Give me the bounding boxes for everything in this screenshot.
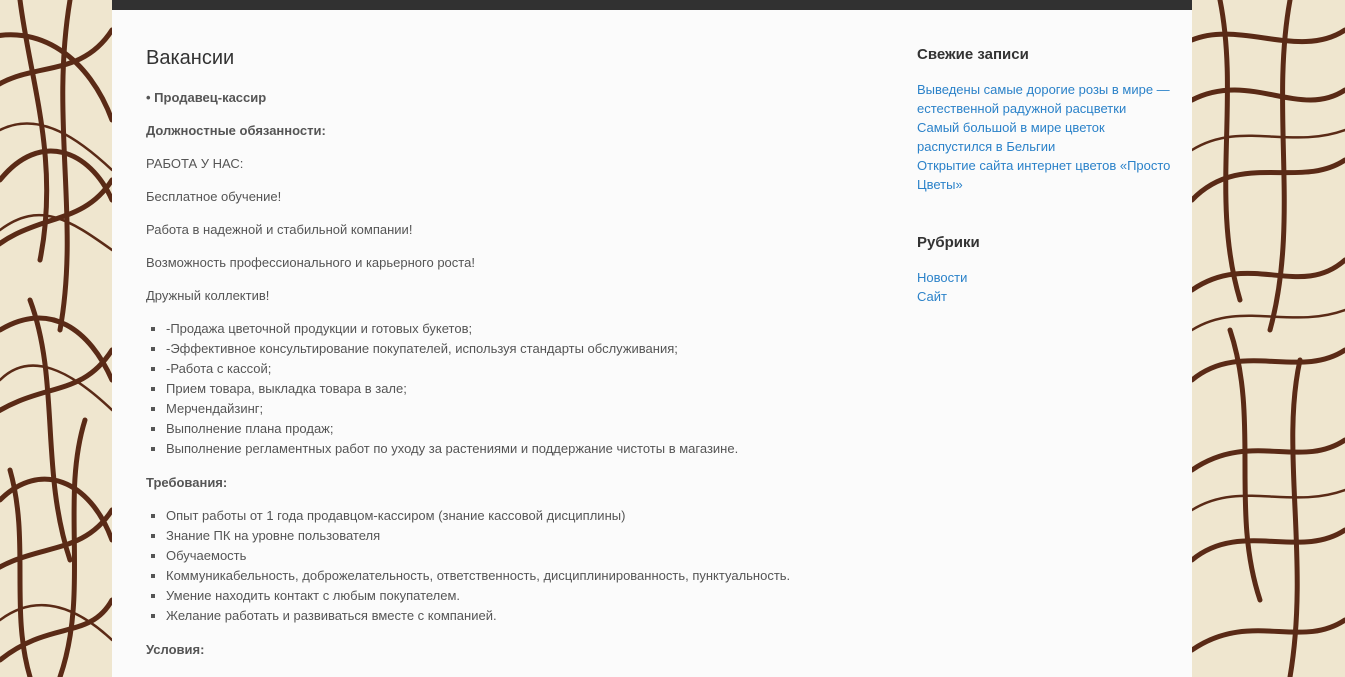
categories-list xyxy=(917,268,1177,306)
category-link-news[interactable]: Новости xyxy=(917,270,968,285)
recent-post-link[interactable]: Открытие сайта интернет цветов «Просто Цветы» xyxy=(917,158,1171,192)
duties-heading: Должностные обязанности: xyxy=(146,123,326,138)
paragraph: Бесплатное обучение! xyxy=(146,189,282,204)
list-item: ▪ -Эффективное консультирование покупателей, используя стандарты обслуживания; xyxy=(166,339,846,359)
list-item: ▪ Обучаемость xyxy=(166,546,846,566)
recent-posts-list xyxy=(917,80,1177,194)
top-navigation-bar xyxy=(112,0,1192,10)
duties-list xyxy=(146,319,846,459)
categories-title: Рубрики xyxy=(917,234,980,251)
page-title: Вакансии xyxy=(146,47,235,69)
list-item xyxy=(917,287,1177,306)
position-title: • Продавец-кассир xyxy=(146,90,267,105)
list-item: ▪ Знание ПК на уровне пользователя xyxy=(166,526,846,546)
paragraph: Возможность профессионального и карьерного роста! xyxy=(146,255,475,270)
list-item xyxy=(917,118,1177,156)
list-item: ▪ -Работа с кассой; xyxy=(166,359,846,379)
list-item: ▪ Опыт работы от 1 года продавцом-кассиром (знание кассовой дисциплины) xyxy=(166,506,846,526)
conditions-heading: Условия: xyxy=(146,642,205,657)
list-item xyxy=(917,156,1177,194)
requirements-heading: Требования: xyxy=(146,475,228,490)
list-item: ▪ Прием товара, выкладка товара в зале; xyxy=(166,379,846,399)
recent-posts-title: Свежие записи xyxy=(917,46,1029,63)
sidebar xyxy=(917,10,1177,306)
page-container xyxy=(112,0,1192,677)
list-item: ▪ Коммуникабельность, доброжелательность, ответственность, дисциплинированность, пунктуальность. xyxy=(166,566,846,586)
list-item xyxy=(917,268,1177,287)
paragraph: РАБОТА У НАС: xyxy=(146,156,244,171)
list-item: ▪ Выполнение регламентных работ по уходу за растениями и поддержание чистоты в магазине. xyxy=(166,439,846,459)
list-item: ▪ Умение находить контакт с любым покупателем. xyxy=(166,586,846,606)
recent-post-link[interactable]: Самый большой в мире цветок распустился в Бельгии xyxy=(917,120,1105,154)
list-item: ▪ Мерчендайзинг; xyxy=(166,399,846,419)
recent-post-link[interactable]: Выведены самые дорогие розы в мире — естественной радужной расцветки xyxy=(917,82,1170,116)
paragraph: Работа в надежной и стабильной компании! xyxy=(146,222,413,237)
category-link-site[interactable]: Сайт xyxy=(917,289,947,304)
list-item: ▪ Желание работать и развиваться вместе с компанией. xyxy=(166,606,846,626)
list-item xyxy=(917,80,1177,118)
list-item: ▪ -Продажа цветочной продукции и готовых букетов; xyxy=(166,319,846,339)
list-item: ▪ Выполнение плана продаж; xyxy=(166,419,846,439)
requirements-list xyxy=(146,506,846,626)
article-content xyxy=(146,10,846,673)
paragraph: Дружный коллектив! xyxy=(146,288,270,303)
